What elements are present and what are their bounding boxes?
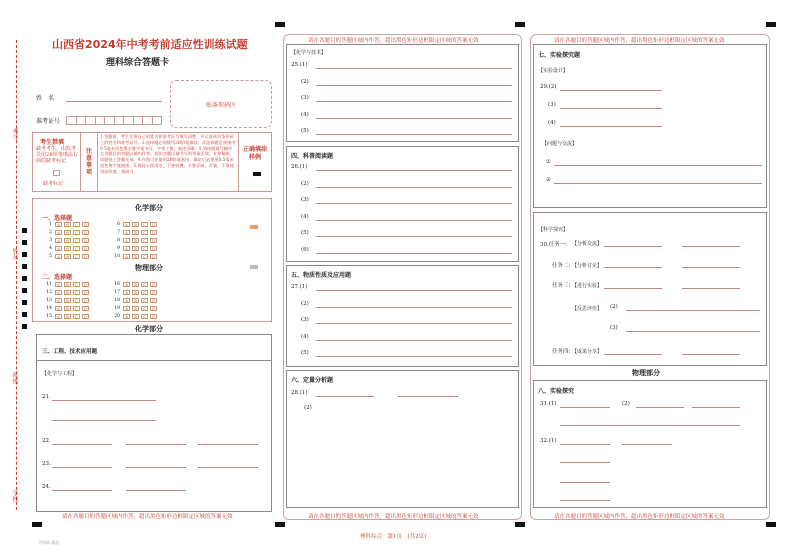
mc-bubble[interactable]: A (55, 314, 62, 319)
mc-bubble[interactable]: C (141, 246, 148, 251)
column-3-warning-top: 请在各题目的答题区域内作答，超出黑色矩形边框限定区域的答案无效 (554, 38, 725, 44)
q25-label: 25.(1) (291, 62, 308, 68)
side-block (22, 240, 27, 245)
caution-label: 注意事项 (86, 148, 93, 176)
mc-bubble[interactable]: A (123, 298, 130, 303)
q32-answer-5[interactable] (560, 500, 610, 501)
q25-label: (4) (301, 111, 309, 118)
sec3-divider (36, 360, 272, 361)
timing-mark (275, 22, 285, 27)
mc-number: 5 (49, 254, 52, 259)
discuss-item-1: ① (546, 159, 551, 165)
mc-bubble[interactable]: B (64, 298, 71, 303)
mc-bubble[interactable]: B (132, 314, 139, 319)
page-footer: 理科综合 第1页 (共2页) (360, 534, 427, 540)
q27-answer[interactable] (316, 356, 512, 357)
q32-answer-2[interactable] (622, 444, 672, 445)
mc-row (42, 290, 91, 295)
mc-bubble[interactable]: D (82, 238, 89, 243)
notice-divider (238, 132, 239, 192)
q26-answer[interactable] (316, 236, 512, 237)
mc-bubble[interactable]: D (150, 306, 157, 311)
q27-panel (286, 265, 519, 367)
mc-bubble[interactable]: B (64, 290, 71, 295)
color-swatch (250, 225, 258, 229)
mc-row (110, 314, 159, 319)
q23-answer-1[interactable] (52, 467, 112, 468)
mc-bubble[interactable]: D (82, 314, 89, 319)
q28-panel (286, 370, 519, 508)
mc-number: 19 (114, 306, 120, 311)
mc-bubble[interactable]: D (82, 222, 89, 227)
q22-answer-1[interactable] (52, 444, 112, 445)
q31-label: 31.(1) (540, 401, 557, 407)
mc-number: 3 (49, 238, 52, 243)
mc-number: 10 (114, 254, 120, 259)
notice-divider (97, 132, 98, 192)
exam-title: 山西省2024年中考考前适应性训练试题 (52, 38, 248, 51)
side-block (22, 324, 27, 329)
inquiry-panel (533, 212, 767, 366)
q30-answer-1[interactable] (604, 246, 662, 247)
q26-label: (6) (301, 246, 309, 253)
mc-bubble[interactable]: A (55, 238, 62, 243)
q25-label: (5) (301, 128, 309, 134)
q24-answer-1[interactable] (52, 490, 112, 491)
mc-bubble[interactable]: C (141, 290, 148, 295)
design-label: 【实验设计】 (538, 68, 569, 74)
q21-answer-2[interactable] (52, 420, 156, 421)
mc-bubble[interactable]: A (123, 282, 130, 287)
discuss-label: 【问题与交流】 (542, 141, 578, 147)
mc-bubble[interactable]: A (55, 222, 62, 227)
mc-bubble[interactable]: D (150, 238, 157, 243)
mc-bubble[interactable]: D (82, 254, 89, 259)
notice-title: 考生禁填 (40, 139, 65, 146)
sec6-title: 六、定量分析题 (291, 377, 334, 384)
mc-bubble[interactable]: C (73, 314, 80, 319)
mc-bubble[interactable]: B (132, 246, 139, 251)
phys-title: 物理部分 (135, 264, 163, 272)
mc-row (110, 306, 159, 311)
q24-answer-2[interactable] (126, 490, 186, 491)
mc-bubble[interactable]: B (64, 306, 71, 311)
mc-row (110, 298, 159, 303)
mc-bubble[interactable]: B (64, 246, 71, 251)
mc-bubble[interactable]: A (55, 254, 62, 259)
q32-answer-1[interactable] (560, 444, 610, 445)
mc-number: 7 (117, 230, 120, 235)
q21-answer[interactable] (52, 400, 156, 401)
reflect-answer-2[interactable] (626, 331, 760, 332)
q28-answer-1[interactable] (316, 396, 374, 397)
mc-number: 4 (49, 246, 52, 251)
mc-bubble[interactable]: A (123, 238, 130, 243)
sec5-title: 五、物质性质及应用题 (291, 272, 352, 279)
mc-bubble[interactable]: A (123, 230, 130, 235)
side-label-banji: 班级 (11, 372, 18, 384)
task3-tag: 【进行实验】 (572, 283, 603, 289)
mc-bubble[interactable]: C (141, 222, 148, 227)
mc-row (110, 282, 159, 287)
mc-row (42, 298, 91, 303)
side-label-kaohao: 考号 (11, 128, 18, 140)
mc-bubble[interactable]: B (132, 238, 139, 243)
side-label-xingming: 姓名 (11, 248, 18, 260)
q25-label: (2) (301, 78, 309, 85)
q23-answer-3[interactable] (198, 467, 258, 468)
notice-body: 缺考考生，由监考员用2B铅笔填涂右面的缺考标记 (36, 146, 78, 164)
mc-bubble[interactable]: A (55, 230, 62, 235)
mc-bubble[interactable]: C (73, 230, 80, 235)
reflect-label-2: (3) (610, 325, 618, 331)
sec4-title: 四、科普阅读题 (291, 153, 334, 160)
mc-row (42, 314, 91, 319)
chem-title: 化学部分 (135, 204, 163, 212)
mc-number: 20 (114, 314, 120, 319)
side-block (22, 252, 27, 257)
q27-answer[interactable] (316, 307, 512, 308)
binding-line (16, 40, 17, 510)
mc-number: 12 (46, 290, 52, 295)
reflect-label-1: (2) (610, 304, 618, 310)
mc-bubble[interactable]: B (64, 282, 71, 287)
timing-mark (515, 22, 525, 27)
q26-label: (5) (301, 230, 309, 236)
missing-checkbox[interactable] (53, 170, 60, 176)
mc-bubble[interactable]: D (82, 230, 89, 235)
q23-answer-2[interactable] (126, 467, 186, 468)
mc-bubble[interactable]: A (55, 282, 62, 287)
mc-bubble[interactable]: A (55, 246, 62, 251)
q25-answer[interactable] (316, 68, 512, 69)
q25-answer[interactable] (316, 134, 512, 135)
discuss-answer-1[interactable] (554, 165, 762, 166)
mc-bubble[interactable]: A (55, 306, 62, 311)
mc-row (42, 246, 91, 251)
mc-number: 1 (49, 222, 52, 227)
q26-answer[interactable] (316, 187, 512, 188)
mc-bubble[interactable]: C (73, 298, 80, 303)
q27-label: (4) (301, 333, 309, 340)
mc-bubble[interactable]: D (82, 282, 89, 287)
mc-row (42, 254, 91, 259)
mc-row (42, 306, 91, 311)
column-3-warning-bottom: 请在各题目的答题区域内作答，超出黑色矩形边框限定区域的答案无效 (554, 514, 725, 520)
q32-answer-4[interactable] (560, 482, 610, 483)
mc-row (110, 246, 159, 251)
mc-number: 11 (46, 282, 52, 287)
mc-bubble[interactable]: C (73, 290, 80, 295)
q26-answer[interactable] (316, 220, 512, 221)
mc-bubble[interactable]: D (150, 282, 157, 287)
mc-bubble[interactable]: C (73, 282, 80, 287)
timing-mark (275, 522, 285, 527)
q22-label: 22. (42, 438, 51, 444)
q27-label: (5) (301, 350, 309, 356)
notice-divider (80, 132, 81, 192)
mc-row (110, 254, 159, 259)
mc-bubble[interactable]: A (123, 314, 130, 319)
footer-watermark: 学科网 精品 (38, 540, 60, 545)
barcode-area (170, 80, 272, 128)
mc-bubble[interactable]: C (141, 282, 148, 287)
q31-answer-1[interactable] (560, 407, 610, 408)
card-subtitle: 理科综合答题卡 (106, 58, 170, 68)
q27-answer[interactable] (316, 290, 512, 291)
color-swatch (250, 265, 258, 269)
q27-label: (3) (301, 317, 309, 323)
mc-row (42, 282, 91, 287)
timing-mark (766, 22, 776, 27)
discuss-item-2: ② (546, 177, 551, 183)
mc-bubble[interactable]: D (82, 246, 89, 251)
q27-label: (2) (301, 300, 309, 307)
q25-answer[interactable] (316, 101, 512, 102)
q21-label: 21. (42, 394, 51, 400)
task3-answer-2[interactable] (682, 288, 740, 289)
mc-number: 9 (117, 246, 120, 251)
side-label-xuexiao: 学校 (11, 490, 18, 502)
mc-bubble[interactable]: A (123, 254, 130, 259)
missing-label: 缺考标记 (43, 181, 64, 187)
q26-label: (3) (301, 197, 309, 203)
name-label: 姓 名 (36, 95, 55, 102)
q26-answer[interactable] (316, 203, 512, 204)
mc-bubble[interactable]: C (73, 306, 80, 311)
q30-answer-2[interactable] (682, 246, 740, 247)
discuss-answer-2[interactable] (554, 183, 762, 184)
mc-bubble[interactable]: B (64, 254, 71, 259)
side-block (22, 300, 27, 305)
mc-bubble[interactable]: C (141, 298, 148, 303)
mc-bubble[interactable]: A (123, 290, 130, 295)
q29-answer[interactable] (560, 90, 662, 91)
sec8-title: 八、实验探究 (538, 388, 575, 395)
q27-answer[interactable] (316, 323, 512, 324)
mc-bubble[interactable]: C (73, 222, 80, 227)
phys-title-col3: 物理部分 (632, 369, 660, 377)
mc-number: 16 (114, 282, 120, 287)
q28-answer-2[interactable] (398, 396, 458, 397)
sample-mark (253, 172, 261, 176)
mc-bubble[interactable]: B (132, 290, 139, 295)
q22-answer-3[interactable] (198, 444, 258, 445)
q25-sublabel: 【化学与技术】 (291, 50, 327, 56)
q24-label: 24. (42, 484, 51, 490)
sec3-title: 三、工程、技术应用题 (42, 349, 98, 355)
timing-mark (515, 522, 525, 527)
task2-answer-1[interactable] (604, 267, 662, 268)
side-block (22, 288, 27, 293)
q30-label: 30.任务一: (540, 242, 568, 248)
mc-number: 15 (46, 314, 52, 319)
mc-bubble[interactable]: D (150, 230, 157, 235)
mc-bubble[interactable]: C (141, 306, 148, 311)
mc-bubble[interactable]: C (141, 230, 148, 235)
mc-bubble[interactable]: D (82, 290, 89, 295)
q29-answer[interactable] (560, 108, 662, 109)
task3-label: 任务三: (552, 283, 571, 289)
timing-mark (766, 522, 776, 527)
q29-label: 29.(2) (540, 84, 557, 90)
mc-bubble[interactable]: B (132, 298, 139, 303)
mc-bubble[interactable]: B (132, 254, 139, 259)
q31-answer-4[interactable] (560, 425, 740, 426)
mc-bubble[interactable]: B (64, 230, 71, 235)
reflect-tag: 【反思评价】 (572, 306, 603, 312)
q23-label: 23. (42, 461, 51, 467)
mc-row (110, 222, 159, 227)
caution-text: 1.答题前，考生先将自己的姓名和准考证号填写清楚，并认真核对条形码上的姓名和准考证号。2.选择题必须使用2B铅笔填涂；非选择题必须使用0.5毫米黑色墨水签字笔书写，字体工整，笔迹清晰。3.请按照题号顺序在各题目的答题区域内作答，超出答题区域书写的答案无效；在草稿纸、试题卷上答题无效。4.作图可先使用2B铅笔画出，确定后必须用0.5毫米黑色签字笔描黑。5.保持卡面清洁，不要折叠，不要弄破、弄皱，不准使用涂改液、刮纸刀。 (100, 134, 236, 174)
timing-mark (32, 522, 42, 527)
q26-answer[interactable] (316, 170, 512, 171)
mc-bubble[interactable]: C (141, 314, 148, 319)
mc-bubble[interactable]: D (150, 254, 157, 259)
mc-bubble[interactable]: D (150, 222, 157, 227)
mc-bubble[interactable]: A (123, 222, 130, 227)
mc-bubble[interactable]: B (64, 222, 71, 227)
q29-label: (4) (548, 120, 556, 126)
mc-number: 14 (46, 306, 52, 311)
q30-tag: 【分析交流】 (572, 241, 603, 247)
q31-label-2: (2) (622, 401, 630, 407)
mc-bubble[interactable]: B (132, 230, 139, 235)
mc-number: 17 (114, 290, 120, 295)
mc-bubble[interactable]: A (123, 306, 130, 311)
q25-answer[interactable] (316, 85, 512, 86)
task3-answer-1[interactable] (604, 288, 662, 289)
mc-bubble[interactable]: D (150, 290, 157, 295)
q26-answer[interactable] (316, 253, 512, 254)
task2-answer-2[interactable] (682, 267, 740, 268)
mc-row (110, 290, 159, 295)
reflect-answer-1[interactable] (626, 310, 760, 311)
sample-label: 正确填涂样例 (242, 146, 267, 161)
mc-bubble[interactable]: C (73, 246, 80, 251)
mc-bubble[interactable]: B (64, 238, 71, 243)
sub-label-engineering: 【化学与工程】 (42, 371, 78, 377)
q26-panel (286, 146, 519, 262)
mc-number: 6 (117, 222, 120, 227)
side-block (22, 276, 27, 281)
mc-bubble[interactable]: C (73, 254, 80, 259)
q28-label-1: 28.(1) (291, 390, 308, 396)
mc-bubble[interactable]: D (150, 246, 157, 251)
id-field[interactable] (66, 116, 162, 125)
mc-bubble[interactable]: B (132, 222, 139, 227)
column-2-warning-top: 请在各题目的答题区域内作答，超出黑色矩形边框限定区域的答案无效 (308, 38, 479, 44)
task4-label: 任务四: (552, 349, 571, 355)
side-block (22, 312, 27, 317)
name-field[interactable] (66, 101, 162, 102)
q31-answer-2[interactable] (636, 407, 684, 408)
q26-label: (4) (301, 213, 309, 220)
sec2-title: 二、选择题 (42, 274, 73, 281)
q25-answer[interactable] (316, 118, 512, 119)
side-block (22, 228, 27, 233)
mc-bubble[interactable]: D (150, 298, 157, 303)
mc-row (42, 238, 91, 243)
sec1-title: 一、选择题 (42, 215, 73, 222)
mc-bubble[interactable]: D (82, 298, 89, 303)
mc-bubble[interactable]: B (64, 314, 71, 319)
q25-panel (286, 44, 519, 142)
q25-label: (3) (301, 95, 309, 101)
q22-answer-2[interactable] (126, 444, 186, 445)
q26-label: 26.(1) (291, 164, 308, 170)
mc-number: 13 (46, 298, 52, 303)
column-1-warning-bottom: 请在各题目的答题区域内作答，超出黑色矩形边框限定区域的答案无效 (62, 514, 233, 520)
mc-bubble[interactable]: B (132, 306, 139, 311)
task2-tag: 【分析讨论】 (572, 263, 603, 269)
q31-answer-3[interactable] (692, 407, 740, 408)
mc-bubble[interactable]: D (82, 306, 89, 311)
q29-answer[interactable] (560, 126, 662, 127)
q26-label: (2) (301, 180, 309, 187)
mc-bubble[interactable]: C (141, 238, 148, 243)
task4-tag: 【成果分享】 (572, 349, 603, 355)
chem-title-2: 化学部分 (135, 325, 163, 333)
q29-label: (3) (548, 102, 556, 108)
mc-row (110, 238, 159, 243)
task4-answer-2[interactable] (682, 354, 740, 355)
mc-bubble[interactable]: C (141, 254, 148, 259)
mc-number: 8 (117, 238, 120, 243)
mc-number: 18 (114, 298, 120, 303)
column-2-warning-bottom: 请在各题目的答题区域内作答，超出黑色矩形边框限定区域的答案无效 (308, 514, 479, 520)
id-label: 准考证号 (36, 118, 61, 125)
mc-bubble[interactable]: A (55, 290, 62, 295)
side-block (22, 264, 27, 269)
mc-bubble[interactable]: B (132, 282, 139, 287)
task4-answer-1[interactable] (604, 354, 662, 355)
mc-row (42, 230, 91, 235)
inquiry-label: 【科学探究】 (538, 227, 569, 233)
q32-answer-3[interactable] (560, 462, 610, 463)
mc-bubble[interactable]: D (150, 314, 157, 319)
task2-label: 任务二: (552, 263, 571, 269)
sec7-title: 七、实验探究题 (538, 52, 581, 59)
barcode-label: 贴条形码区 (205, 101, 236, 109)
q32-label: 32.(1) (540, 438, 557, 444)
mc-bubble[interactable]: A (55, 298, 62, 303)
mc-bubble[interactable]: C (73, 238, 80, 243)
q28-label-2: (2) (304, 405, 312, 411)
q27-answer[interactable] (316, 340, 512, 341)
mc-row (42, 222, 91, 227)
mc-bubble[interactable]: A (123, 246, 130, 251)
mc-row (110, 230, 159, 235)
q27-label: 27.(1) (291, 284, 308, 290)
mc-number: 2 (49, 230, 52, 235)
